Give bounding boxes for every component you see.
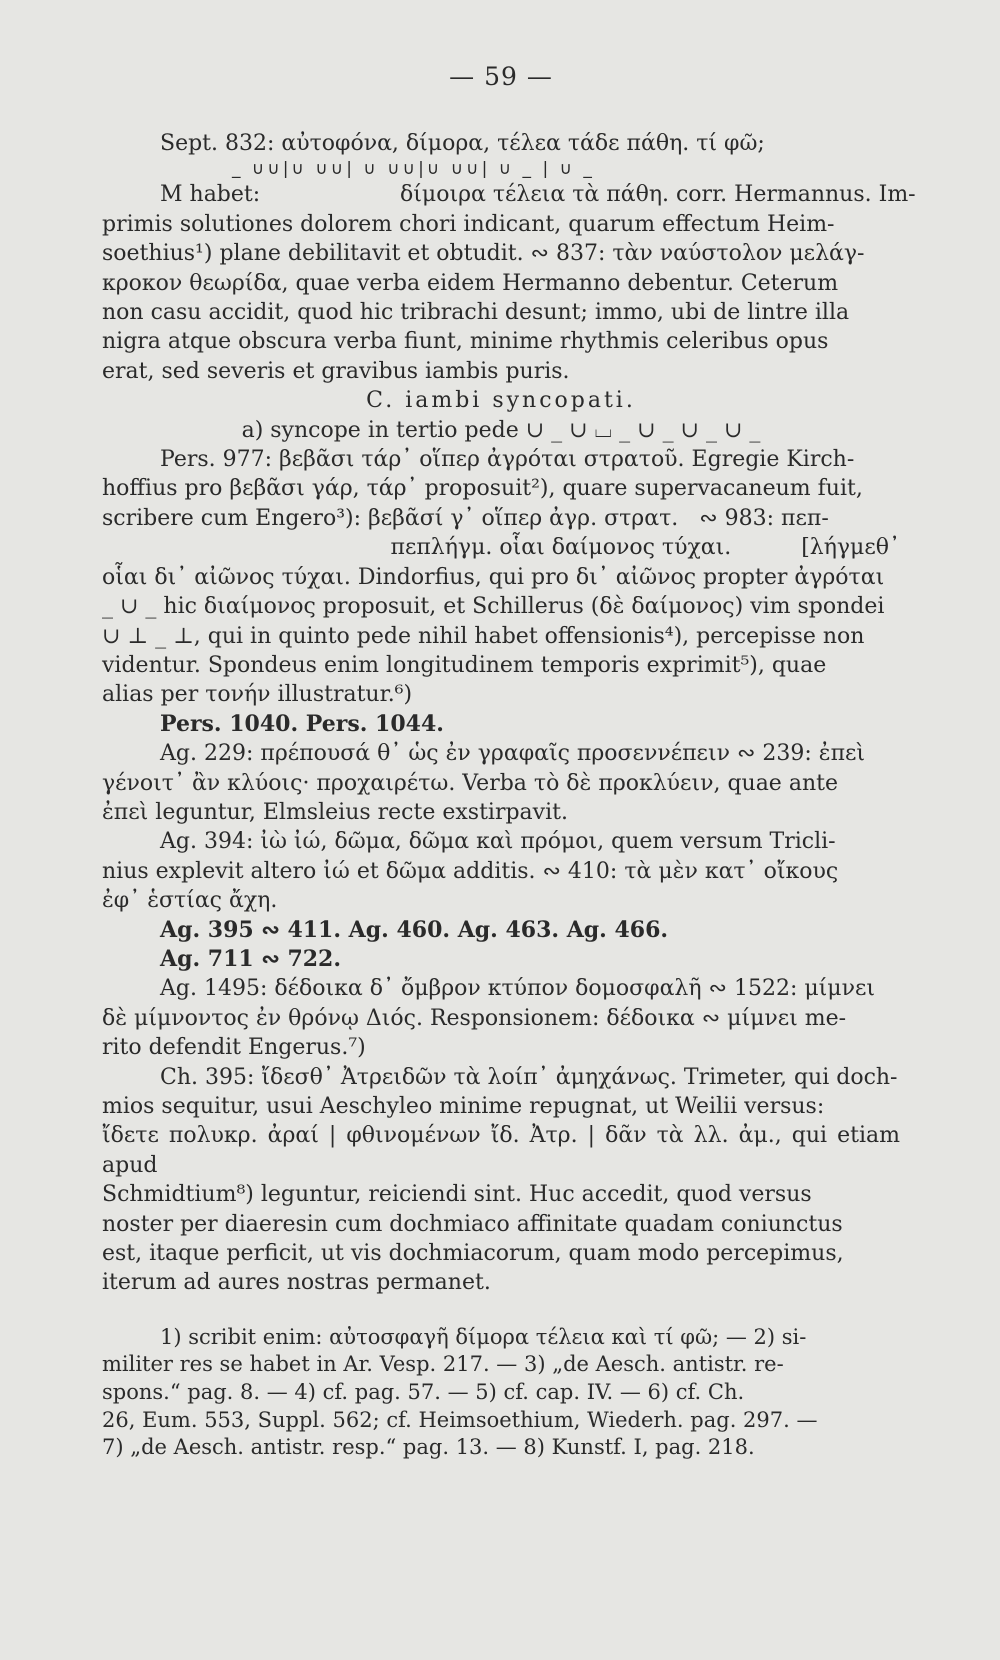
text-line: Ag. 1495: δέδοικα δ᾽ ὄμβρον κτύπον δομοσφαλῆ ∾ 1522: μίμνει — [160, 976, 875, 1002]
text-line: Ag. 711 ∾ 722. — [160, 945, 342, 972]
text-line: Pers. 977: βεβᾶσι τάρ᾽ οἵπερ ἀγρόται στρατοῦ. Egregie Kirch- — [160, 447, 855, 473]
text-line: οἷαι δι᾽ αἰῶνος τύχαι. Dindorfius, qui pro δι᾽ αἰῶνος propter ἀγρόται — [102, 564, 885, 590]
text-line: γένοιτ᾽ ἂν κλύοις· προχαιρέτω. Verba τὸ δὲ προκλύειν, quae ante — [102, 770, 838, 796]
subsection-heading: a) syncope in tertio pede ∪ _ ∪ ⌴ _ ∪ _ ∪ _ ∪ _ — [241, 417, 761, 443]
text-line: Ag. 395 ∾ 411. Ag. 460. Ag. 463. Ag. 466. — [160, 916, 669, 943]
text-line: Schmidtium⁸) leguntur, reiciendi sint. Huc accedit, quod versus — [102, 1182, 812, 1208]
text-line: iterum ad aures nostras permanet. — [102, 1270, 491, 1296]
text-line: ∪ ⊥ _ ⊥, qui in quinto pede nihil habet offensionis⁴), percepisse non — [102, 623, 865, 649]
footnote-line: 26, Eum. 553, Suppl. 562; cf. Heimsoethium, Wiederh. pag. 297. — — [102, 1407, 818, 1432]
text-line: Ag. 229: πρέπουσά θ᾽ ὡς ἐν γραφαῖς προσεννέπειν ∾ 239: ἐπεὶ — [160, 741, 866, 767]
text-line: Sept. 832: αὐτοφόνα, δίμορα, τέλεα τάδε πάθη. τί φῶ; — [160, 131, 765, 156]
text-line: nius explevit altero ἰώ et δῶμα additis. ∾ 410: τὰ μὲν κατ᾽ οἴκους — [102, 858, 839, 884]
page-number: — 59 — — [449, 62, 553, 91]
metrical-scheme: _ ∪∪|∪ ∪∪| ∪ ∪∪|∪ ∪∪| ∪ _ | ∪ _ — [232, 159, 595, 180]
footnote-line: 1) scribit enim: αὐτοσφαγῆ δίμορα τέλεια καὶ τί φῶ; — 2) si- — [160, 1324, 807, 1349]
text-line: ἐφ᾽ ἑστίας ἄχη. — [102, 888, 278, 914]
footnote-line: militer res se habet in Ar. Vesp. 217. — 3) „de Aesch. antistr. re- — [102, 1352, 784, 1377]
text-line: rito defendit Engerus.⁷) — [102, 1035, 366, 1061]
text-line: ἐπεὶ leguntur, Elmsleius recte exstirpavit. — [102, 799, 568, 825]
footnote-line: spons.“ pag. 8. — 4) cf. pag. 57. — 5) cf. cap. IV. — 6) cf. Ch. — [102, 1380, 745, 1405]
text-line: κροκον θεωρίδα, quae verba eidem Hermanno debentur. Ceterum — [102, 270, 839, 296]
text-line: noster per diaeresin cum dochmiaco affinitate quadam coniunctus — [102, 1211, 843, 1237]
text-line: primis solutiones dolorem chori indicant, quarum effectum Heim- — [102, 211, 835, 237]
text-line: Pers. 1040. Pers. 1044. — [160, 710, 444, 737]
text-line: Ag. 394: ἰὼ ἰώ, δῶμα, δῶμα καὶ πρόμοι, quem versum Tricli- — [160, 829, 836, 855]
text-line: soethius¹) plane debilitavit et obtudit. ∾ 837: τὰν ναύστολον μελάγ- — [102, 241, 865, 267]
text-line: hoffius pro βεβᾶσι γάρ, τάρ᾽ proposuit²), quare supervacaneum fuit, — [102, 476, 863, 502]
text-line: _ ∪ _ hic διαίμονος proposuit, et Schillerus (δὲ δαίμονος) vim spondei — [102, 594, 885, 620]
text-line: est, itaque perficit, ut vis dochmiacorum, quam modo percepimus, — [102, 1241, 844, 1267]
text-line: mios sequitur, usui Aeschyleo minime repugnat, ut Weilii versus: — [102, 1094, 825, 1119]
text-line: Ch. 395: ἴδεσθ᾽ Ἀτρειδῶν τὰ λοίπ᾽ ἀμηχάνως. Trimeter, qui doch- — [160, 1064, 898, 1090]
text-line: scribere cum Engero³): βεβᾶσί γ᾽ οἵπερ ἀγρ. στρατ. ∾ 983: πεπ- — [102, 505, 829, 531]
footnote-line: 7) „de Aesch. antistr. resp.“ pag. 13. — 8) Kunstf. I, pag. 218. — [102, 1435, 755, 1460]
text-line: alias per τονήν illustratur.⁶) — [102, 682, 413, 708]
footnotes — [102, 1324, 900, 1462]
text-line: erat, sed severis et gravibus iambis puris. — [102, 358, 570, 384]
text-line: nigra atque obscura verba fiunt, minime rhythmis celeribus opus — [102, 329, 829, 355]
text-line: M habet: δίμοιρα τέλεια τὰ πάθη. corr. Hermannus. Im- — [160, 182, 916, 208]
section-heading: C. iambi syncopati. — [366, 388, 636, 414]
text-line: non casu accidit, quod hic tribrachi desunt; immo, ubi de lintre illa — [102, 300, 850, 326]
text-line: videntur. Spondeus enim longitudinem temporis exprimit⁵), quae — [102, 652, 827, 678]
text-line: πεπλήγμ. οἷαι δαίμονος τύχαι. [λήγμεθ᾽ — [390, 535, 900, 561]
text-line: ἴδετε πολυκρ. ἀραί | φθινομένων ἴδ. Ἀτρ. | δᾶν τὰ λλ. ἀμ., qui etiam apud — [102, 1123, 900, 1178]
main-text — [102, 129, 916, 1298]
text-line: δὲ μίμνοντος ἐν θρόνῳ Διός. Responsionem: δέδοικα ∾ μίμνει me- — [102, 1005, 847, 1031]
